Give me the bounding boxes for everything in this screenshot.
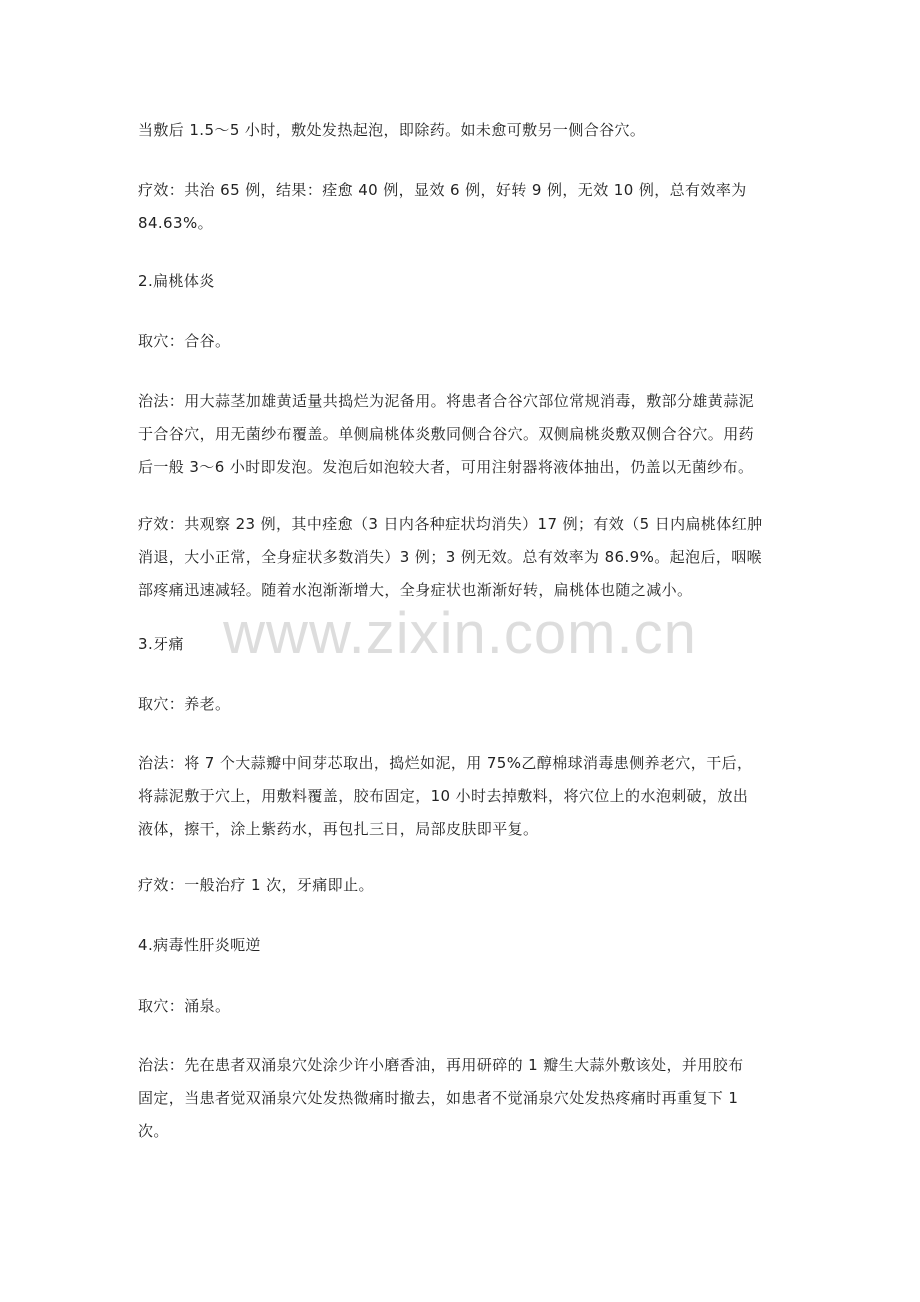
paragraph-acupoint-3: 取穴：养老。: [138, 695, 231, 713]
paragraph-method-3: 治法：将 7 个大蒜瓣中间芽芯取出，捣烂如泥，用 75%乙醇棉球消毒患侧养老穴，干后， 将蒜泥敷于穴上，用敷料覆盖，胶布固定，10 小时去掉敷料，将穴位上的水泡刺破，放出 液体，擦干，涂上紫药水，再包扎三日，局部皮肤即平复。: [138, 754, 753, 838]
section-heading-2: 2.扁桃体炎: [138, 272, 215, 290]
paragraph-acupoint-4: 取穴：涌泉。: [138, 997, 231, 1015]
paragraph-1: 当敷后 1.5～5 小时，敷处发热起泡，即除药。如未愈可敷另一侧合谷穴。: [138, 121, 646, 139]
section-heading-3: 3.牙痛: [138, 635, 184, 653]
paragraph-2: 疗效：共治 65 例，结果：痊愈 40 例，显效 6 例，好转 9 例，无效 10 例，总有效率为 84.63%。: [138, 181, 747, 232]
paragraph-acupoint-2: 取穴：合谷。: [138, 332, 231, 350]
paragraph-method-2: 治法：用大蒜茎加雄黄适量共捣烂为泥备用。将患者合谷穴部位常规消毒，敷部分雄黄蒜泥 于合谷穴，用无菌纱布覆盖。单侧扁桃体炎敷同侧合谷穴。双侧扁桃炎敷双侧合谷穴。用药 后一般 3～6 小时即发泡。发泡后如泡较大者，可用注射器将液体抽出，仍盖以无菌纱布。: [138, 392, 755, 476]
section-heading-4: 4.病毒性肝炎呃逆: [138, 936, 261, 954]
paragraph-efficacy-2: 疗效：共观察 23 例，其中痊愈（3 日内各种症状均消失）17 例；有效（5 日内扁桃体红肿 消退，大小正常，全身症状多数消失）3 例；3 例无效。总有效率为 86.9%。起泡后，咽喉 部疼痛迅速减轻。随着水泡渐渐增大，全身症状也渐渐好转，扁桃体也随之减小。: [138, 515, 763, 599]
paragraph-efficacy-3: 疗效：一般治疗 1 次，牙痛即止。: [138, 876, 374, 894]
watermark: www.zixin.com.cn: [223, 601, 697, 666]
paragraph-method-4: 治法：先在患者双涌泉穴处涂少许小磨香油，再用研碎的 1 瓣生大蒜外敷该处，并用胶布 固定，当患者觉双涌泉穴处发热微痛时撤去，如患者不觉涌泉穴处发热疼痛时再重复下 1 次。: [138, 1056, 744, 1140]
